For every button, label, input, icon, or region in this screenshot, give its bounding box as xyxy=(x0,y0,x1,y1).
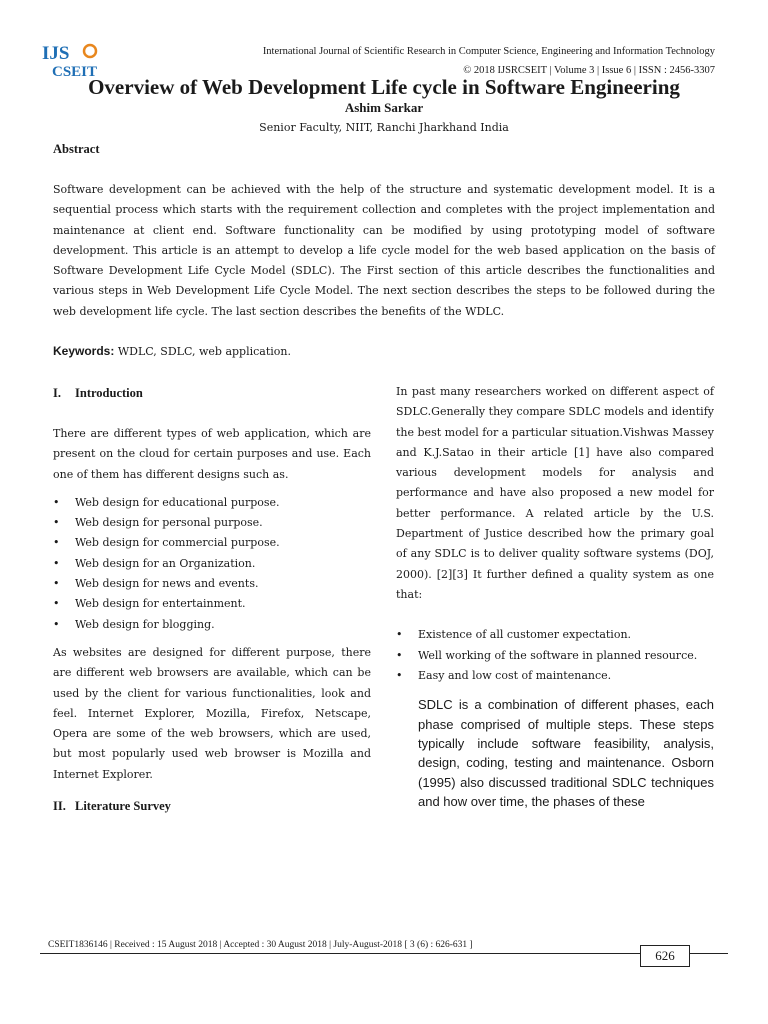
literature-title: Literature Survey xyxy=(75,799,171,814)
intro-title: Introduction xyxy=(75,386,143,400)
paper-title: Overview of Web Development Life cycle in Software Engineering xyxy=(88,75,680,99)
quality-list xyxy=(396,625,714,686)
intro-number: I. xyxy=(53,386,61,400)
left-column xyxy=(53,384,371,815)
author-affiliation: Senior Faculty, NIIT, Ranchi Jharkhand India xyxy=(259,121,509,134)
list-item: • Web design for an Organization. xyxy=(53,554,371,574)
intro-paragraph-1: There are different types of web application, which are present on the cloud for certain purposes and use. Each one of them has different designs such as. xyxy=(53,427,371,481)
footer-rule xyxy=(40,953,728,954)
author-name: Ashim Sarkar xyxy=(344,100,424,115)
list-item: • Web design for blogging. xyxy=(53,615,371,635)
logo-ring xyxy=(84,45,96,57)
journal-name: International Journal of Scientific Research in Computer Science, Engineering and Information Technology xyxy=(262,46,715,57)
logo-line2: CSEIT xyxy=(52,64,98,80)
page-number: 626 xyxy=(640,945,690,967)
literature-heading xyxy=(53,797,371,815)
list-item: • Web design for news and events. xyxy=(53,574,371,594)
list-item: • Web design for educational purpose. xyxy=(53,493,371,513)
intro-paragraph-2: As websites are designed for different purpose, there are different web browsers are available, which can be used by the client for various functionalities, look and feel. Internet Explorer, Mozilla, Firefox, Netscape, Opera are some of the web browsers, which are used, but most popularly used web browser is Mozilla and Internet Explorer. xyxy=(53,645,371,781)
footer-citation: CSEIT1836146 | Received : 15 August 2018 | Accepted : 30 August 2018 | July-August-2018 [ 3 (6) : 626-631 ] xyxy=(48,940,473,950)
literature-number: II. xyxy=(53,799,66,814)
keywords-text: WDLC, SDLC, web application. xyxy=(114,345,291,358)
list-item: • Existence of all customer expectation. xyxy=(396,625,714,645)
list-item: • Easy and low cost of maintenance. xyxy=(396,666,714,686)
abstract-heading: Abstract xyxy=(53,142,100,156)
survey-paragraph-1: In past many researchers worked on different aspect of SDLC.Generally they compare SDLC models and identify the best model for a particular situation.Vishwas Massey and K.J.Satao in their article [1] have also compared various development models for analysis and performance and have also proposed a new model for better performance. A related article by the U.S. Department of Justice described how the primary goal of any SDLC is to deliver quality software systems (DOJ, 2000). [2][3] It further defined a quality system as one that: xyxy=(396,385,714,601)
logo-line1: IJS xyxy=(42,43,70,64)
keywords xyxy=(53,343,291,360)
journal-issue: © 2018 IJSRCSEIT | Volume 3 | Issue 6 | ISSN : 2456-3307 xyxy=(463,65,715,76)
keywords-label: Keywords: xyxy=(53,344,115,358)
right-column xyxy=(396,382,714,812)
list-item: • Web design for entertainment. xyxy=(53,594,371,614)
design-list xyxy=(53,493,371,635)
sdlc-paragraph: SDLC is a combination of different phases, each phase comprised of multiple steps. These steps typically include software feasibility, analysis, design, coding, testing and maintenance. Osborn (1995) also discussed traditional SDLC techniques and how over time, the phases of these xyxy=(418,697,714,810)
list-item: • Web design for personal purpose. xyxy=(53,513,371,533)
list-item: • Well working of the software in planned resource. xyxy=(396,646,714,666)
list-item: • Web design for commercial purpose. xyxy=(53,533,371,553)
intro-heading xyxy=(53,384,371,402)
abstract-text: Software development can be achieved with the help of the structure and systematic development model. It is a sequential process which starts with the requirement collection and completes with the project implementation and maintenance at client end. Software functionality can be modified by using prototyping model of software development. This article is an attempt to develop a life cycle model for the web based application on the basis of Software Development Life Cycle Model (SDLC). The First section of this article describes the functionalities and various steps in Web Development Life Cycle Model. The next section describes the steps to be followed during the web development life cycle. The last section describes the benefits of the WDLC. xyxy=(53,183,715,318)
